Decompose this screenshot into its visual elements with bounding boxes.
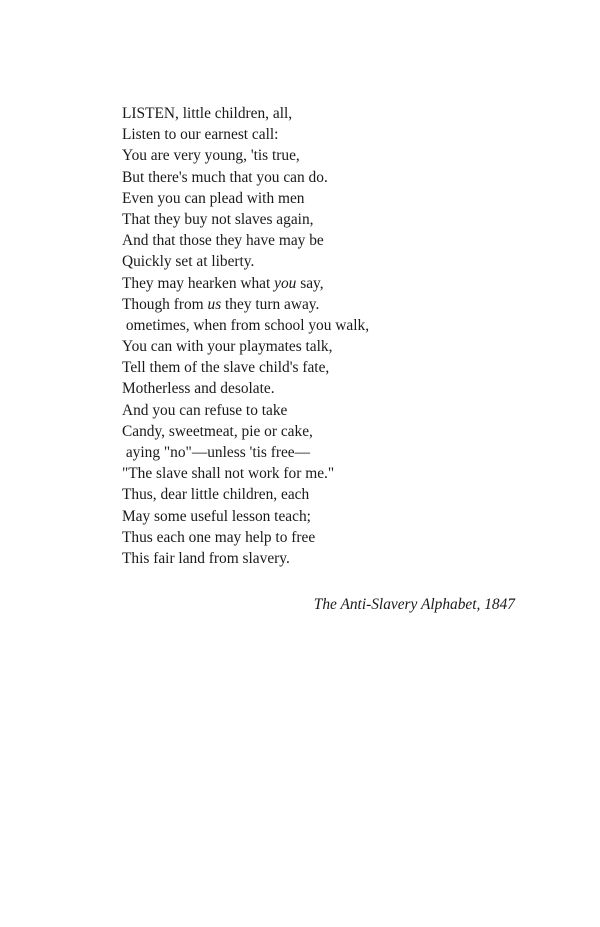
poem-line: [122, 188, 522, 209]
attribution: The Anti-Slavery Alphabet, 1847: [313, 596, 515, 613]
poem-line: [122, 463, 522, 484]
line-text: Tell them of the slave child's fate,: [122, 359, 330, 377]
line-text: "The slave shall not work for me.": [122, 465, 335, 483]
line-text: Though from: [122, 295, 208, 313]
poem-line: [122, 124, 522, 145]
poem-line: [122, 294, 522, 315]
poem-line: [122, 421, 522, 442]
poem-line: [122, 103, 522, 124]
poem-line: [122, 506, 522, 527]
line-text: They may hearken what: [122, 274, 275, 292]
poem-line: [122, 315, 522, 336]
line-text: That they buy not slaves again,: [122, 210, 314, 228]
poem-line: [122, 230, 522, 251]
poem-line: [122, 484, 522, 505]
line-text: they turn away.: [221, 295, 320, 313]
poem-line: [122, 378, 522, 399]
poem-line: [122, 336, 522, 357]
line-text: aying "no"—unless 'tis free—: [122, 444, 311, 461]
line-text: You can with your playmates talk,: [122, 338, 333, 356]
poem-line: [122, 209, 522, 230]
line-text: But there's much that you can do.: [122, 168, 328, 186]
poem: [122, 103, 522, 569]
line-text: ometimes, when from school you walk,: [122, 316, 370, 334]
poem-line: [122, 442, 522, 463]
poem-line: [122, 273, 522, 294]
poem-line: [122, 251, 522, 272]
line-text: May some useful lesson teach;: [122, 507, 311, 525]
line-text: And that those they have may be: [122, 232, 324, 250]
poem-line: [122, 400, 522, 421]
line-text: And you can refuse to take: [122, 401, 288, 419]
poem-line: [122, 548, 522, 569]
line-text: say,: [296, 274, 324, 292]
line-text: Thus each one may help to free: [122, 528, 316, 546]
line-text: Motherless and desolate.: [122, 380, 275, 398]
emphasized-word: us: [207, 295, 222, 313]
poem-line: [122, 145, 522, 166]
line-text: Thus, dear little children, each: [122, 486, 310, 504]
line-text: Candy, sweetmeat, pie or cake,: [122, 422, 313, 440]
line-text: You are very young, 'tis true,: [122, 147, 300, 165]
line-text: LISTEN, little children, all,: [122, 105, 293, 122]
emphasized-word: you: [274, 274, 297, 292]
poem-line: [122, 357, 522, 378]
poem-line: [122, 167, 522, 188]
line-text: Quickly set at liberty.: [122, 253, 255, 271]
line-text: Listen to our earnest call:: [122, 126, 279, 144]
line-text: Even you can plead with men: [122, 189, 305, 207]
poem-line: [122, 527, 522, 548]
line-text: This fair land from slavery.: [122, 549, 290, 567]
